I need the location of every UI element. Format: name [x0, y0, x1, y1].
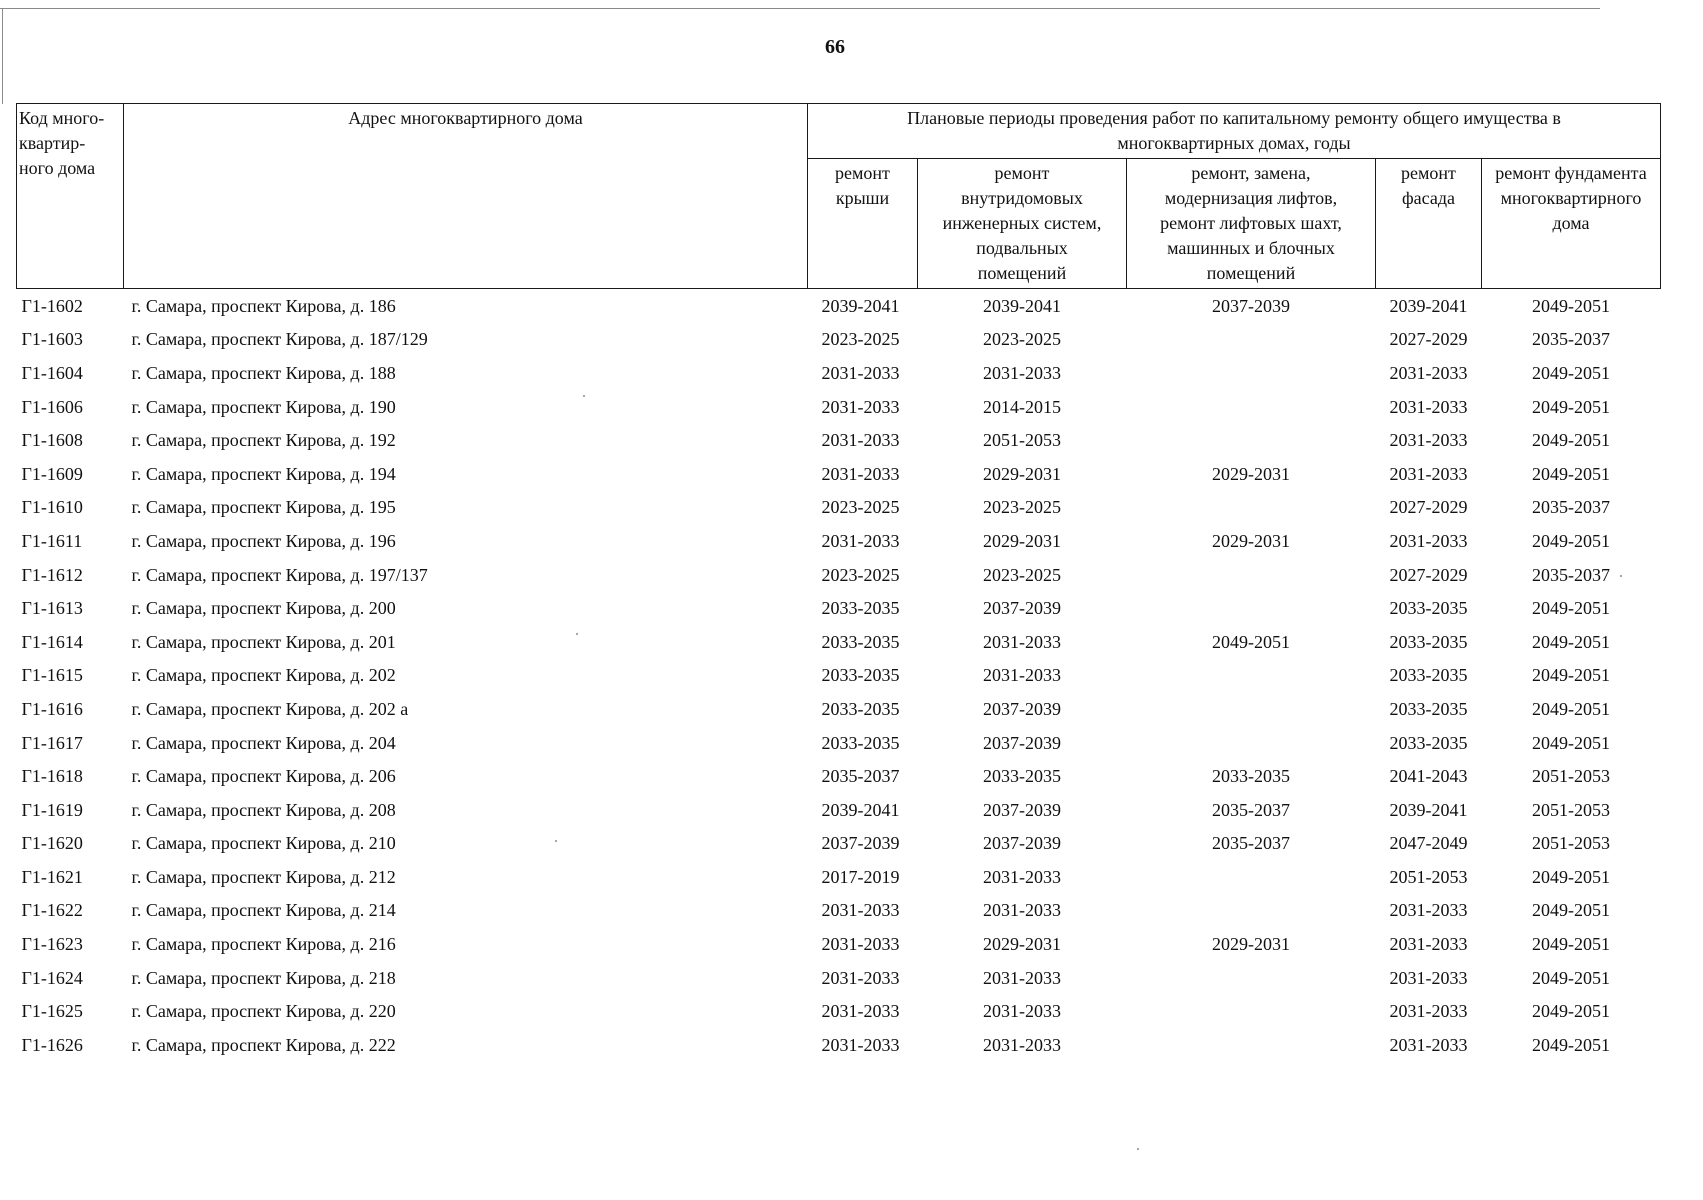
- cell-roof: 2023-2025: [821, 564, 900, 585]
- header-foundation-line: ремонт фундамента: [1495, 163, 1647, 183]
- header-row-top: [17, 104, 1661, 159]
- cell-address: г. Самара, проспект Кирова, д. 202: [131, 665, 396, 686]
- cell-roof: 2033-2035: [821, 631, 900, 652]
- cell-facade: 2039-2041: [1389, 295, 1468, 316]
- cell-address: г. Самара, проспект Кирова, д. 187/129: [131, 329, 428, 350]
- cell-engineering: 2037-2039: [983, 799, 1061, 820]
- cell-code: Г1-1616: [21, 698, 83, 719]
- cell-roof: 2033-2035: [821, 598, 900, 619]
- cell-elevators: 2029-2031: [1212, 934, 1290, 955]
- cell-engineering: 2023-2025: [983, 497, 1061, 518]
- cell-foundation: 2049-2051: [1532, 866, 1610, 887]
- cell-elevators: [1127, 591, 1376, 625]
- cell-elevators: [1127, 994, 1376, 1028]
- cell-facade: 2031-2033: [1389, 1001, 1468, 1022]
- header-periods: [808, 104, 1661, 159]
- cell-elevators: 2033-2035: [1212, 766, 1290, 787]
- cell-facade: 2051-2053: [1389, 866, 1468, 887]
- cell-address: г. Самара, проспект Кирова, д. 196: [131, 530, 396, 551]
- cell-elevators: [1127, 659, 1376, 693]
- cell-code: Г1-1610: [21, 497, 83, 518]
- cell-address: г. Самара, проспект Кирова, д. 218: [131, 967, 396, 988]
- cell-engineering: 2037-2039: [983, 833, 1061, 854]
- table-header: [17, 104, 1661, 289]
- cell-address: г. Самара, проспект Кирова, д. 210: [131, 833, 396, 854]
- cell-roof: 2031-2033: [821, 396, 900, 417]
- header-engineering-line: ремонт: [994, 163, 1050, 183]
- cell-foundation: 2051-2053: [1532, 766, 1610, 787]
- header-code: [17, 104, 124, 289]
- cell-elevators: [1127, 323, 1376, 357]
- header-engineering-line: внутридомовых: [961, 188, 1083, 208]
- table-row: [17, 323, 1661, 357]
- cell-code: Г1-1611: [21, 530, 83, 551]
- header-elevators-line: ремонт, замена,: [1191, 163, 1311, 183]
- table-body: [17, 289, 1661, 1062]
- cell-address: г. Самара, проспект Кирова, д. 220: [131, 1001, 396, 1022]
- cell-engineering: 2039-2041: [983, 295, 1061, 316]
- cell-facade: 2027-2029: [1389, 564, 1468, 585]
- cell-foundation: 2049-2051: [1532, 732, 1610, 753]
- header-code-line: ного дома: [19, 158, 96, 178]
- cell-code: Г1-1602: [21, 295, 83, 316]
- scan-speck: [576, 633, 578, 635]
- cell-roof: 2023-2025: [821, 329, 900, 350]
- header-roof-line: ремонт: [835, 163, 890, 183]
- cell-foundation: 2049-2051: [1532, 1034, 1610, 1055]
- table-row: [17, 927, 1661, 961]
- cell-code: Г1-1603: [21, 329, 83, 350]
- table-row: [17, 726, 1661, 760]
- cell-code: Г1-1621: [21, 866, 83, 887]
- cell-foundation: 2051-2053: [1532, 833, 1610, 854]
- cell-address: г. Самара, проспект Кирова, д. 194: [131, 463, 396, 484]
- cell-elevators: [1127, 558, 1376, 592]
- cell-code: Г1-1625: [21, 1001, 83, 1022]
- header-code-line: квартир-: [19, 133, 86, 153]
- cell-elevators: 2049-2051: [1212, 631, 1290, 652]
- cell-engineering: 2031-2033: [983, 900, 1061, 921]
- cell-engineering: 2037-2039: [983, 598, 1061, 619]
- cell-code: Г1-1604: [21, 362, 83, 383]
- table-row: [17, 1028, 1661, 1062]
- cell-address: г. Самара, проспект Кирова, д. 197/137: [131, 564, 428, 585]
- cell-foundation: 2049-2051: [1532, 530, 1610, 551]
- cell-foundation: 2049-2051: [1532, 362, 1610, 383]
- cell-roof: 2031-2033: [821, 362, 900, 383]
- cell-roof: 2039-2041: [821, 295, 900, 316]
- table-row: [17, 759, 1661, 793]
- table-row: [17, 591, 1661, 625]
- cell-address: г. Самара, проспект Кирова, д. 212: [131, 866, 396, 887]
- table-row: [17, 659, 1661, 693]
- cell-elevators: [1127, 692, 1376, 726]
- cell-roof: 2037-2039: [821, 833, 900, 854]
- table-row: [17, 894, 1661, 928]
- table-row: [17, 961, 1661, 995]
- cell-elevators: 2037-2039: [1212, 295, 1290, 316]
- cell-elevators: 2035-2037: [1212, 799, 1290, 820]
- cell-address: г. Самара, проспект Кирова, д. 192: [131, 430, 396, 451]
- cell-elevators: [1127, 1028, 1376, 1062]
- cell-foundation: 2035-2037: [1532, 329, 1610, 350]
- cell-engineering: 2031-2033: [983, 1001, 1061, 1022]
- cell-facade: 2039-2041: [1389, 799, 1468, 820]
- cell-address: г. Самара, проспект Кирова, д. 186: [131, 295, 396, 316]
- cell-facade: 2031-2033: [1389, 362, 1468, 383]
- cell-engineering: 2031-2033: [983, 362, 1061, 383]
- cell-foundation: 2035-2037: [1532, 564, 1610, 585]
- header-roof: [808, 159, 918, 289]
- cell-facade: 2033-2035: [1389, 665, 1468, 686]
- cell-code: Г1-1626: [21, 1034, 83, 1055]
- cell-facade: 2033-2035: [1389, 732, 1468, 753]
- table-row: [17, 793, 1661, 827]
- header-foundation-line: многоквартирного: [1500, 188, 1642, 208]
- cell-address: г. Самара, проспект Кирова, д. 202 а: [131, 698, 409, 719]
- cell-roof: 2035-2037: [821, 766, 900, 787]
- scan-border-top: [0, 8, 1600, 9]
- cell-foundation: 2049-2051: [1532, 430, 1610, 451]
- table-row: [17, 994, 1661, 1028]
- cell-foundation: 2049-2051: [1532, 900, 1610, 921]
- cell-roof: 2031-2033: [821, 967, 900, 988]
- cell-roof: 2017-2019: [821, 866, 900, 887]
- table-row: [17, 457, 1661, 491]
- cell-roof: 2031-2033: [821, 1001, 900, 1022]
- cell-facade: 2027-2029: [1389, 329, 1468, 350]
- cell-engineering: 2051-2053: [983, 430, 1061, 451]
- cell-address: г. Самара, проспект Кирова, д. 214: [131, 900, 396, 921]
- cell-roof: 2033-2035: [821, 665, 900, 686]
- cell-code: Г1-1609: [21, 463, 83, 484]
- cell-facade: 2033-2035: [1389, 598, 1468, 619]
- table-row: [17, 558, 1661, 592]
- cell-roof: 2031-2033: [821, 900, 900, 921]
- cell-elevators: [1127, 356, 1376, 390]
- cell-elevators: 2035-2037: [1212, 833, 1290, 854]
- cell-code: Г1-1614: [21, 631, 83, 652]
- header-engineering-line: подвальных: [976, 238, 1068, 258]
- cell-address: г. Самара, проспект Кирова, д. 216: [131, 934, 396, 955]
- cell-engineering: 2031-2033: [983, 665, 1061, 686]
- header-elevators-line: помещений: [1206, 263, 1296, 283]
- cell-code: Г1-1620: [21, 833, 83, 854]
- cell-address: г. Самара, проспект Кирова, д. 200: [131, 598, 396, 619]
- table-row: [17, 289, 1661, 323]
- cell-facade: 2031-2033: [1389, 430, 1468, 451]
- cell-engineering: 2031-2033: [983, 1034, 1061, 1055]
- cell-code: Г1-1623: [21, 934, 83, 955]
- table-row: [17, 491, 1661, 525]
- header-code-line: Код много-: [19, 108, 105, 128]
- table-row: [17, 860, 1661, 894]
- header-facade: [1376, 159, 1482, 289]
- header-facade-line: фасада: [1402, 188, 1455, 208]
- cell-facade: 2031-2033: [1389, 967, 1468, 988]
- cell-roof: 2031-2033: [821, 934, 900, 955]
- cell-roof: 2039-2041: [821, 799, 900, 820]
- table-row: [17, 356, 1661, 390]
- cell-facade: 2041-2043: [1389, 766, 1468, 787]
- cell-elevators: 2029-2031: [1212, 530, 1290, 551]
- cell-foundation: 2049-2051: [1532, 665, 1610, 686]
- cell-code: Г1-1618: [21, 766, 83, 787]
- cell-address: г. Самара, проспект Кирова, д. 201: [131, 631, 396, 652]
- header-elevators: [1127, 159, 1376, 289]
- table-row: [17, 692, 1661, 726]
- cell-code: Г1-1622: [21, 900, 83, 921]
- header-elevators-line: ремонт лифтовых шахт,: [1160, 213, 1342, 233]
- cell-engineering: 2023-2025: [983, 564, 1061, 585]
- scan-speck: [583, 395, 585, 397]
- cell-foundation: 2049-2051: [1532, 698, 1610, 719]
- cell-engineering: 2029-2031: [983, 934, 1061, 955]
- cell-elevators: [1127, 894, 1376, 928]
- cell-code: Г1-1617: [21, 732, 83, 753]
- cell-engineering: 2023-2025: [983, 329, 1061, 350]
- cell-address: г. Самара, проспект Кирова, д. 222: [131, 1034, 396, 1055]
- header-engineering-line: инженерных систем,: [942, 213, 1102, 233]
- cell-foundation: 2049-2051: [1532, 934, 1610, 955]
- cell-facade: 2047-2049: [1389, 833, 1468, 854]
- cell-engineering: 2031-2033: [983, 967, 1061, 988]
- header-foundation: [1482, 159, 1661, 289]
- cell-address: г. Самара, проспект Кирова, д. 188: [131, 362, 396, 383]
- table-row: [17, 625, 1661, 659]
- cell-code: Г1-1615: [21, 665, 83, 686]
- cell-address: г. Самара, проспект Кирова, д. 190: [131, 396, 396, 417]
- page-number: 66: [825, 36, 845, 58]
- cell-facade: 2031-2033: [1389, 396, 1468, 417]
- cell-elevators: [1127, 726, 1376, 760]
- cell-code: Г1-1619: [21, 799, 83, 820]
- cell-facade: 2031-2033: [1389, 530, 1468, 551]
- table-row: [17, 827, 1661, 861]
- cell-facade: 2033-2035: [1389, 631, 1468, 652]
- cell-engineering: 2031-2033: [983, 866, 1061, 887]
- cell-roof: 2031-2033: [821, 463, 900, 484]
- cell-facade: 2033-2035: [1389, 698, 1468, 719]
- cell-code: Г1-1624: [21, 967, 83, 988]
- header-periods-line: многоквартирных домах, годы: [1117, 133, 1351, 153]
- cell-facade: 2031-2033: [1389, 1034, 1468, 1055]
- cell-engineering: 2029-2031: [983, 463, 1061, 484]
- cell-foundation: 2049-2051: [1532, 1001, 1610, 1022]
- cell-foundation: 2049-2051: [1532, 463, 1610, 484]
- scan-speck: [555, 840, 557, 842]
- cell-engineering: 2033-2035: [983, 766, 1061, 787]
- cell-foundation: 2049-2051: [1532, 295, 1610, 316]
- cell-roof: 2031-2033: [821, 430, 900, 451]
- header-address: Адрес многоквартирного дома: [124, 104, 808, 289]
- cell-address: г. Самара, проспект Кирова, д. 195: [131, 497, 396, 518]
- cell-foundation: 2049-2051: [1532, 598, 1610, 619]
- table-row: [17, 390, 1661, 424]
- table-row: [17, 524, 1661, 558]
- cell-foundation: 2051-2053: [1532, 799, 1610, 820]
- cell-facade: 2031-2033: [1389, 900, 1468, 921]
- cell-roof: 2023-2025: [821, 497, 900, 518]
- cell-roof: 2031-2033: [821, 1034, 900, 1055]
- header-facade-line: ремонт: [1401, 163, 1456, 183]
- cell-elevators: [1127, 860, 1376, 894]
- cell-foundation: 2049-2051: [1532, 396, 1610, 417]
- repair-schedule-table: [16, 103, 1661, 1062]
- cell-code: Г1-1608: [21, 430, 83, 451]
- cell-elevators: [1127, 961, 1376, 995]
- header-periods-line: Плановые периоды проведения работ по капитальному ремонту общего имущества в: [907, 108, 1561, 128]
- cell-elevators: 2029-2031: [1212, 463, 1290, 484]
- header-engineering-line: помещений: [977, 263, 1067, 283]
- table-row: [17, 423, 1661, 457]
- cell-code: Г1-1612: [21, 564, 83, 585]
- header-engineering: [918, 159, 1127, 289]
- cell-facade: 2031-2033: [1389, 463, 1468, 484]
- cell-elevators: [1127, 491, 1376, 525]
- cell-engineering: 2031-2033: [983, 631, 1061, 652]
- cell-engineering: 2029-2031: [983, 530, 1061, 551]
- cell-roof: 2033-2035: [821, 732, 900, 753]
- scan-speck: [1137, 1148, 1139, 1150]
- cell-code: Г1-1613: [21, 598, 83, 619]
- cell-foundation: 2049-2051: [1532, 631, 1610, 652]
- cell-facade: 2027-2029: [1389, 497, 1468, 518]
- cell-address: г. Самара, проспект Кирова, д. 208: [131, 799, 396, 820]
- cell-engineering: 2014-2015: [983, 396, 1061, 417]
- cell-facade: 2031-2033: [1389, 934, 1468, 955]
- scan-speck: [1620, 575, 1622, 577]
- cell-address: г. Самара, проспект Кирова, д. 206: [131, 766, 396, 787]
- cell-address: г. Самара, проспект Кирова, д. 204: [131, 732, 396, 753]
- cell-roof: 2031-2033: [821, 530, 900, 551]
- cell-engineering: 2037-2039: [983, 732, 1061, 753]
- cell-roof: 2033-2035: [821, 698, 900, 719]
- cell-elevators: [1127, 390, 1376, 424]
- cell-engineering: 2037-2039: [983, 698, 1061, 719]
- header-roof-line: крыши: [835, 188, 890, 208]
- cell-foundation: 2049-2051: [1532, 967, 1610, 988]
- header-elevators-line: машинных и блочных: [1167, 238, 1335, 258]
- header-elevators-line: модернизация лифтов,: [1164, 188, 1338, 208]
- cell-elevators: [1127, 423, 1376, 457]
- cell-code: Г1-1606: [21, 396, 83, 417]
- header-foundation-line: дома: [1552, 213, 1590, 233]
- cell-foundation: 2035-2037: [1532, 497, 1610, 518]
